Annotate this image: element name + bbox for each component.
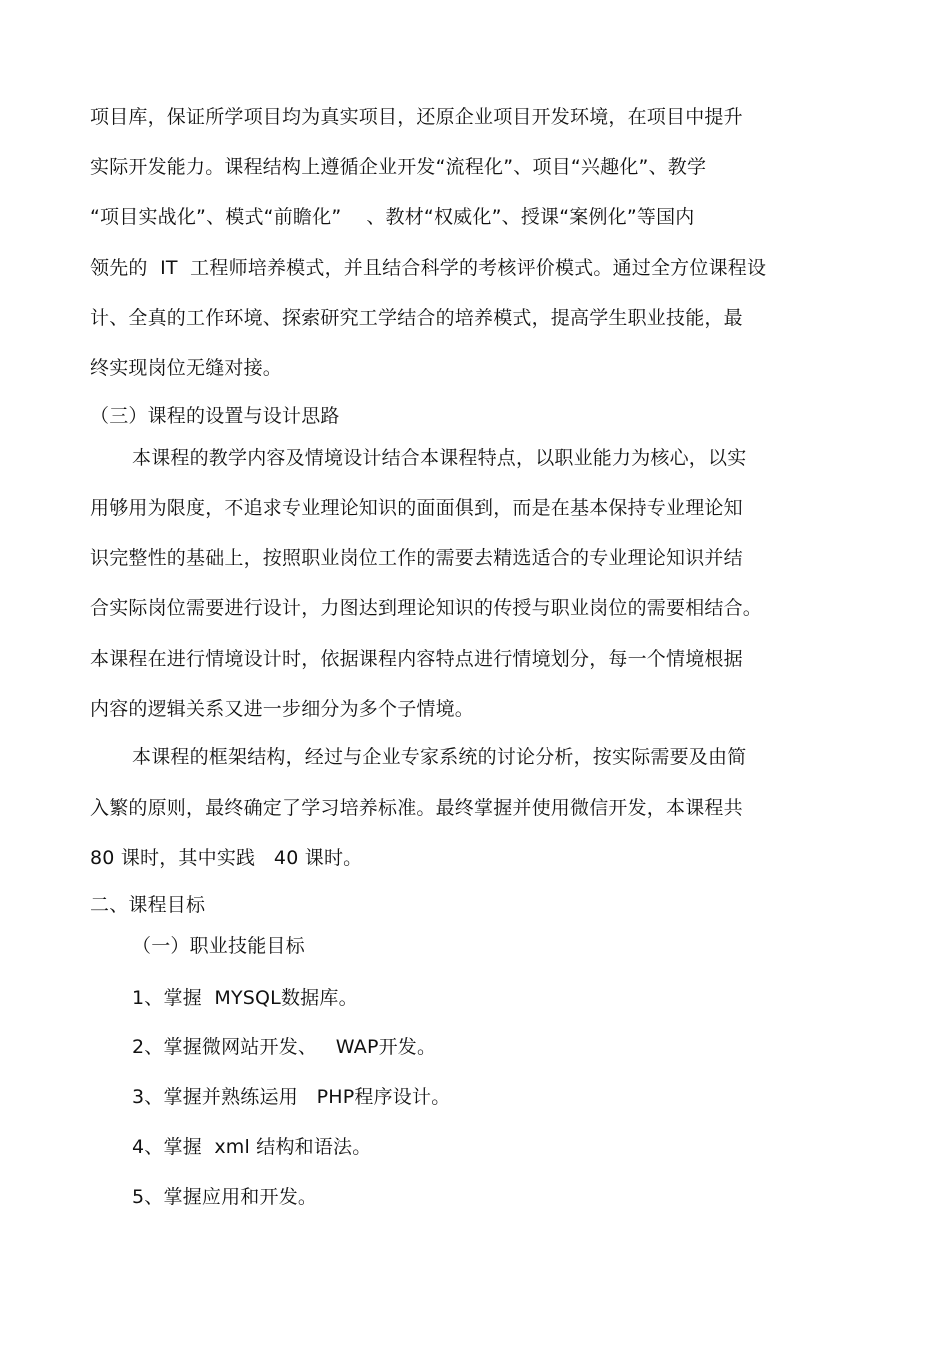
list-item: 4、掌握 xml 结构和语法。	[132, 1136, 372, 1158]
paragraph-line: 合实际岗位需要进行设计，力图达到理论知识的传授与职业岗位的需要相结合。	[90, 597, 763, 619]
paragraph-line: “项目实战化”、模式“前瞻化” 、教材“权威化”、授课“案例化”等国内	[90, 206, 695, 228]
paragraph-line: 计、全真的工作环境、探索研究工学结合的培养模式，提高学生职业技能，最	[90, 307, 743, 329]
paragraph-line: 识完整性的基础上，按照职业岗位工作的需要去精选适合的专业理论知识并结	[90, 547, 743, 569]
list-item: 1、掌握 MYSQL数据库。	[132, 987, 358, 1009]
paragraph-line: 入繁的原则，最终确定了学习培养标准。最终掌握并使用微信开发，本课程共	[90, 797, 743, 819]
paragraph-line: 用够用为限度，不追求专业理论知识的面面俱到，而是在基本保持专业理论知	[90, 497, 743, 519]
paragraph-line: 本课程的教学内容及情境设计结合本课程特点，以职业能力为核心，以实	[132, 447, 747, 469]
chapter-heading: 二、课程目标	[90, 894, 206, 916]
list-item: 3、掌握并熟练运用 PHP程序设计。	[132, 1086, 451, 1108]
list-item: 2、掌握微网站开发、 WAP开发。	[132, 1036, 437, 1058]
paragraph-line: 本课程的框架结构，经过与企业专家系统的讨论分析，按实际需要及由简	[132, 746, 747, 768]
paragraph-line: 本课程在进行情境设计时，依据课程内容特点进行情境划分，每一个情境根据	[90, 648, 743, 670]
paragraph-line: 终实现岗位无缝对接。	[90, 357, 283, 379]
paragraph-line: 实际开发能力。课程结构上遵循企业开发“流程化”、项目“兴趣化”、教学	[90, 156, 707, 178]
paragraph-line: 领先的 IT 工程师培养模式，并且结合科学的考核评价模式。通过全方位课程设	[90, 257, 767, 279]
paragraph-line: 项目库，保证所学项目均为真实项目，还原企业项目开发环境，在项目中提升	[90, 106, 743, 128]
paragraph-line: 80 课时，其中实践 40 课时。	[90, 847, 363, 869]
list-item: 5、掌握应用和开发。	[132, 1186, 318, 1208]
section-heading: （三）课程的设置与设计思路	[90, 405, 340, 427]
subsection-heading: （一）职业技能目标	[132, 935, 305, 957]
paragraph-line: 内容的逻辑关系又进一步细分为多个子情境。	[90, 698, 475, 720]
